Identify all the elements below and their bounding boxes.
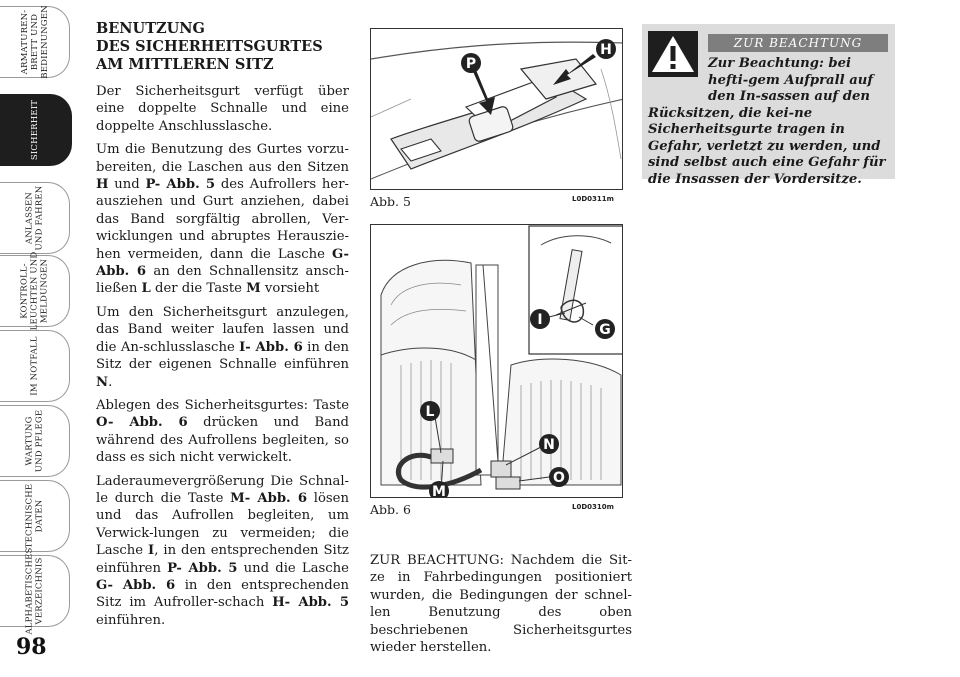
tab-armaturenbrett[interactable]	[0, 6, 70, 78]
paragraph-4: Ablegen des Sicherheitsgurtes: Taste O- Abb. 6 drücken und Band während des Aufrollens begleiten, so dass es sich nicht verwickelt.	[96, 397, 350, 466]
tab-verzeichnis[interactable]	[0, 547, 70, 635]
figure-5-code: L0D0311m	[572, 195, 614, 203]
tab-label: TECHNISCHE DATEN	[24, 483, 45, 549]
tab-notfall[interactable]	[0, 330, 70, 402]
note-paragraph: ZUR BEACHTUNG: Nachdem die Sit-ze in Fahrbedingungen positioniert wurden, die Bedingungen der schnel-len Benutzung des oben beschriebenen Sicherheitsgurtes wieder herstellen.	[370, 553, 632, 656]
warning-title: ZUR BEACHTUNG	[708, 34, 888, 52]
tab-label: KONTROLL- LEUCHTEN UND MELDUNGEN	[19, 251, 50, 331]
svg-text:H: H	[600, 42, 612, 58]
paragraph-3: Um den Sicherheitsgurt anzulegen, das Band weiter laufen lassen und die An-schlusslasche I- Abb. 6 in den Sitz der eigenen Schnalle einführen N.	[96, 304, 349, 390]
figure-abb-5	[370, 28, 623, 190]
label-i	[530, 309, 550, 329]
tab-label: IM NOTFALL	[29, 336, 40, 396]
tab-sicherheit[interactable]	[0, 94, 72, 166]
warning-box	[642, 24, 895, 187]
seatbelt-retractor-illustration	[371, 29, 623, 190]
tab-technische-daten[interactable]	[0, 480, 70, 552]
tab-wartung[interactable]	[0, 405, 70, 477]
tab-anlassen[interactable]	[0, 182, 70, 254]
tab-label: ANLASSEN UND FAHREN	[24, 185, 45, 251]
warning-text: Zur Beachtung: bei hefti-gem Aufprall auf den In-sassen auf den Rücksitzen, die kei-ne Sicherheitsgurte tragen in Gefahr, verletzt zu werden, und sind selbst auch eine Gefahr für die Insassen der Vordersitze.	[648, 56, 886, 187]
tab-label: WARTUNG UND PFLEGE	[24, 409, 45, 473]
figure-5-caption: Abb. 5	[370, 194, 411, 209]
label-n	[539, 434, 559, 454]
svg-text:G: G	[599, 322, 611, 338]
tab-label: SICHERHEIT	[30, 99, 41, 161]
svg-text:M: M	[432, 484, 446, 498]
svg-text:O: O	[553, 470, 565, 486]
tab-label: ARMATUREN- BRETT UND BEDIENUNGEN	[19, 5, 50, 79]
label-l	[420, 401, 440, 421]
section-heading: BENUTZUNG DES SICHERHEITSGURTES AM MITTLEREN SITZ	[96, 20, 323, 73]
svg-text:P: P	[465, 56, 477, 72]
tab-label: ALPHABETISCHES VERZEICHNIS	[24, 547, 45, 635]
svg-text:I: I	[537, 312, 543, 328]
figure-6-code: L0D0310m	[572, 503, 614, 511]
svg-text:N: N	[543, 437, 555, 453]
label-h	[596, 39, 616, 59]
paragraph-2: Um die Benutzung des Gurtes vorzu-bereiten, die Laschen aus den Sitzen H und P- Abb. 5 des Aufrollers her-ausziehen und Gurt anziehen, dabei das Band sorgfältig abrollen, Ver-wicklungen und abruptes Herauszie-hen vermeiden, dann die Lasche G- Abb. 6 an den Schnallensitz ansch-ließen L der die Taste M vorsieht	[96, 142, 349, 297]
figure-abb-6	[370, 224, 623, 498]
paragraph-1: Der Sicherheitsgurt verfügt über eine doppelte Schnalle und eine doppelte Anschlusslasche.	[96, 84, 349, 134]
label-g	[595, 319, 615, 339]
main-text-column	[96, 20, 349, 635]
chapter-tabs	[0, 0, 72, 677]
label-o	[549, 467, 569, 487]
page-number: 98	[16, 634, 47, 660]
tab-kontrollleuchten[interactable]	[0, 251, 70, 331]
center-seatbelt-illustration	[371, 225, 623, 498]
label-p	[461, 53, 481, 73]
svg-text:L: L	[425, 404, 435, 420]
figure-6-caption: Abb. 6	[370, 502, 411, 517]
paragraph-5: Laderaumevergrößerung Die Schnal-le durch die Taste M- Abb. 6 lösen und das Aufrollen begleiten, um Verwick-lungen zu vermeiden; die Lasche I, in den entsprechenden Sitz einführen P- Abb. 5 und die Lasche G- Abb. 6 in den entsprechenden Sitz im Aufroller-schach H- Abb. 5 einführen.	[96, 473, 350, 628]
